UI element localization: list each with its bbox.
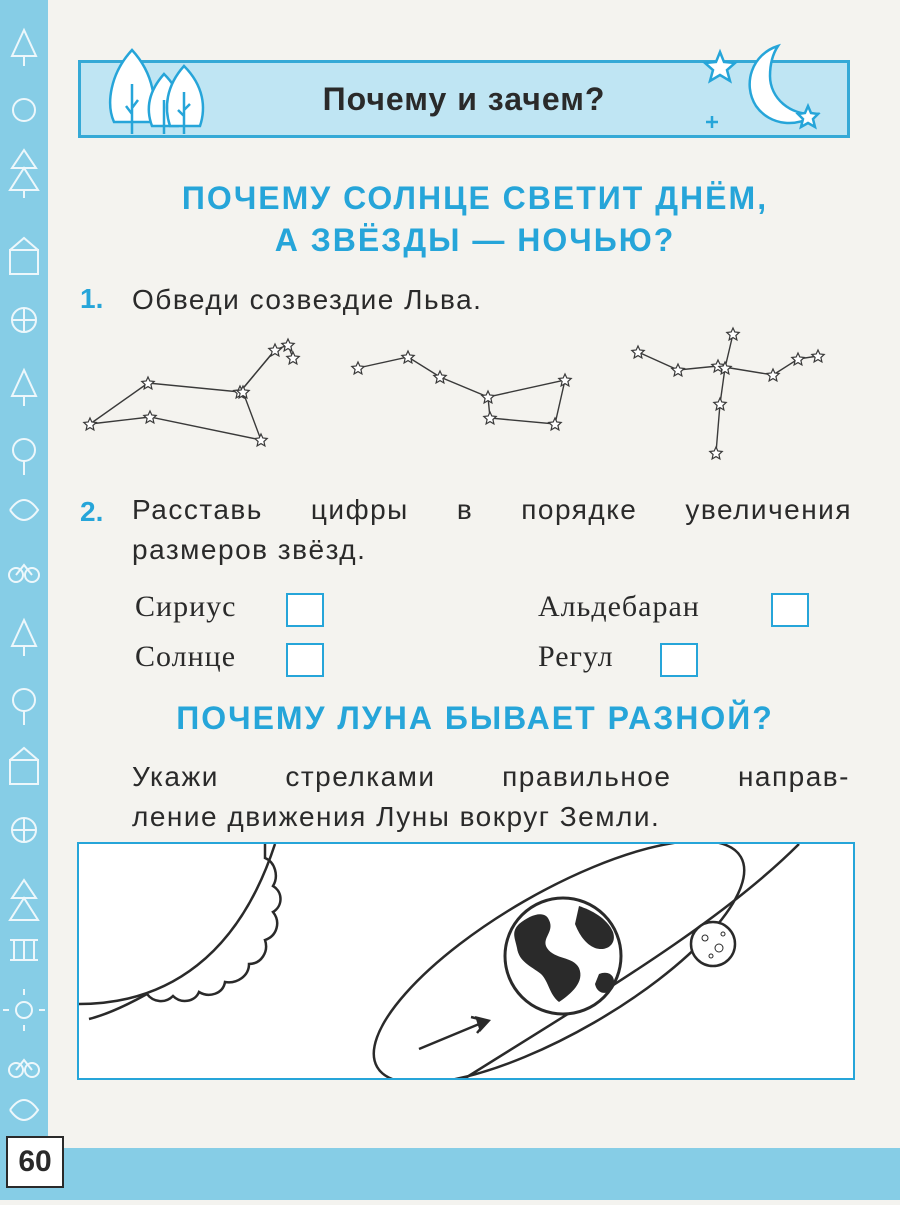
answer-box-aldebaran[interactable]	[771, 593, 809, 627]
moon-body-icon	[691, 922, 735, 966]
page-title: Почему и зачем?	[322, 80, 606, 117]
star-label-sun: Солнце	[135, 640, 237, 673]
section2-title: ПОЧЕМУ ЛУНА БЫВАЕТ РАЗНОЙ?	[176, 700, 774, 736]
sun-icon	[89, 844, 281, 1019]
side-decoration-strip	[0, 0, 48, 1200]
side-icons-pattern	[0, 0, 48, 1200]
bottom-decoration-strip	[0, 1148, 900, 1200]
task1-text: Обведи созвездие Льва.	[132, 284, 483, 315]
page-number: 60	[6, 1136, 64, 1188]
earth-icon	[505, 898, 621, 1014]
answer-box-sirius[interactable]	[286, 593, 324, 627]
task3-text-line2: ление движения Луны вокруг Земли.	[132, 801, 661, 832]
task2-text-line2: размеров звёзд.	[132, 534, 367, 565]
constellations-figure	[78, 320, 848, 470]
orbit-illustration	[79, 844, 855, 1080]
answer-box-sun[interactable]	[286, 643, 324, 677]
arrow-icon	[419, 1017, 487, 1049]
task3-text-line1: Укажи стрелками правильное направ-	[132, 761, 850, 792]
answer-box-regulus[interactable]	[660, 643, 698, 677]
star-label-regulus: Регул	[538, 640, 614, 673]
moon-orbit-figure	[77, 842, 855, 1080]
section-title-line1: ПОЧЕМУ СОЛНЦЕ СВЕТИТ ДНЁМ,	[181, 180, 769, 216]
section-title-line2: А ЗВЁЗДЫ — НОЧЬЮ?	[274, 222, 676, 258]
task1-number: 1.	[80, 283, 104, 314]
star-icon	[84, 418, 96, 430]
star-label-aldebaran: Альдебаран	[538, 590, 700, 623]
task2-text-line1: Расставь цифры в порядке увеличения	[132, 494, 852, 525]
task2-number: 2.	[80, 496, 104, 527]
star-label-sirius: Сириус	[135, 590, 237, 623]
